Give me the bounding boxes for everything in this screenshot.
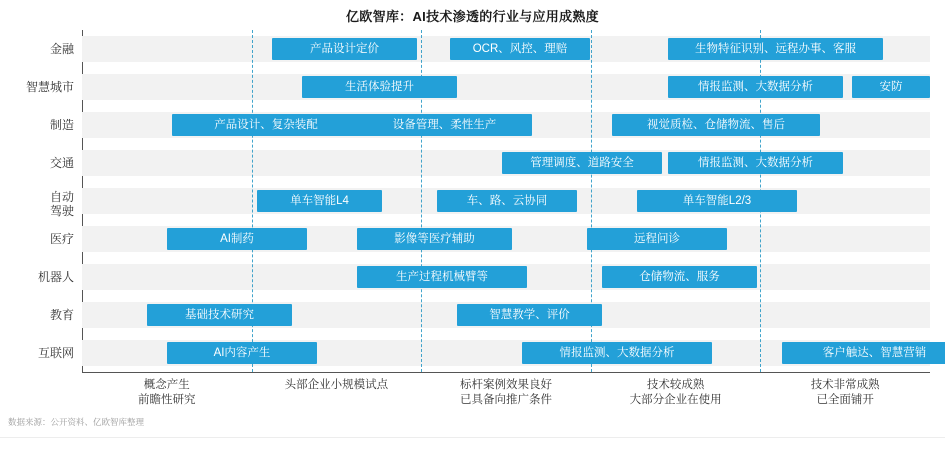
stage-label-line: 头部企业小规模试点 [284, 379, 389, 391]
stage-label-line: 已全面铺开 [816, 394, 874, 406]
category-label [0, 156, 74, 170]
application-bar[interactable]: 产品设计、复杂装配 [172, 114, 360, 136]
application-bar[interactable]: 单车智能L2/3 [637, 190, 797, 212]
stage-label-line: 标杆案例效果良好 [459, 379, 552, 391]
category-label-line: 自动 [49, 190, 74, 204]
stage-label [421, 378, 591, 408]
application-bar[interactable]: 单车智能L4 [257, 190, 382, 212]
application-bar[interactable]: 情报监测、大数据分析 [668, 152, 843, 174]
application-bar[interactable]: 基础技术研究 [147, 304, 292, 326]
category-label-line: 教育 [49, 308, 74, 322]
category-label-line: 机器人 [37, 270, 74, 284]
application-bar[interactable]: 生活体验提升 [302, 76, 457, 98]
stage-label [252, 378, 422, 393]
category-label-line: 医疗 [49, 232, 74, 246]
category-label-line: 制造 [49, 118, 74, 132]
stage-label-line: 已具备向推广条件 [459, 394, 552, 406]
application-bar[interactable]: 仓储物流、服务 [602, 266, 757, 288]
category-label-line: 金融 [49, 42, 74, 56]
category-label [0, 42, 74, 56]
category-label [0, 270, 74, 284]
application-bar[interactable]: OCR、风控、理赔 [450, 38, 590, 60]
stage-label-line: 大部分企业在使用 [629, 394, 722, 406]
plot-area [82, 30, 930, 372]
category-label [0, 80, 74, 94]
application-bar[interactable]: 安防 [852, 76, 930, 98]
category-label [0, 308, 74, 322]
stage-label [82, 378, 252, 408]
application-bar[interactable]: 设备管理、柔性生产 [357, 114, 532, 136]
chart-title: 亿欧智库：AI技术渗透的行业与应用成熟度 [345, 9, 599, 24]
application-bar[interactable]: 影像等医疗辅助 [357, 228, 512, 250]
application-bar[interactable]: 远程问诊 [587, 228, 727, 250]
application-bar[interactable]: 车、路、云协同 [437, 190, 577, 212]
category-label-line: 互联网 [37, 346, 74, 360]
application-bar[interactable]: 生物特征识别、远程办事、客服 [668, 38, 883, 60]
source-note: 数据来源：公开资料、亿欧智库整理 [8, 417, 145, 427]
category-label [0, 346, 74, 360]
stage-label-line: 前瞻性研究 [138, 394, 196, 406]
category-label-line: 智慧城市 [25, 80, 74, 94]
stage-label [760, 378, 930, 408]
application-bar[interactable]: 管理调度、道路安全 [502, 152, 662, 174]
application-bar[interactable]: 情报监测、大数据分析 [668, 76, 843, 98]
stage-label-line: 概念产生 [143, 379, 190, 391]
stage-label-line: 技术较成熟 [646, 379, 705, 391]
application-bar[interactable]: AI内容产生 [167, 342, 317, 364]
x-axis-line [82, 372, 930, 373]
category-label-line: 驾驶 [49, 204, 74, 218]
category-label [0, 190, 74, 218]
application-bar[interactable]: 客户触达、智慧营销 [782, 342, 945, 364]
application-bar[interactable]: 产品设计定价 [272, 38, 417, 60]
application-bar[interactable]: AI制药 [167, 228, 307, 250]
footer-divider [0, 437, 945, 438]
application-bar[interactable]: 智慧教学、评价 [457, 304, 602, 326]
category-label [0, 118, 74, 132]
application-bar[interactable]: 生产过程机械臂等 [357, 266, 527, 288]
application-bar[interactable]: 视觉质检、仓储物流、售后 [612, 114, 820, 136]
category-label-line: 交通 [49, 156, 74, 170]
category-label [0, 232, 74, 246]
stage-label [591, 378, 761, 408]
stage-label-line: 技术非常成熟 [810, 379, 880, 391]
application-bar[interactable]: 情报监测、大数据分析 [522, 342, 712, 364]
